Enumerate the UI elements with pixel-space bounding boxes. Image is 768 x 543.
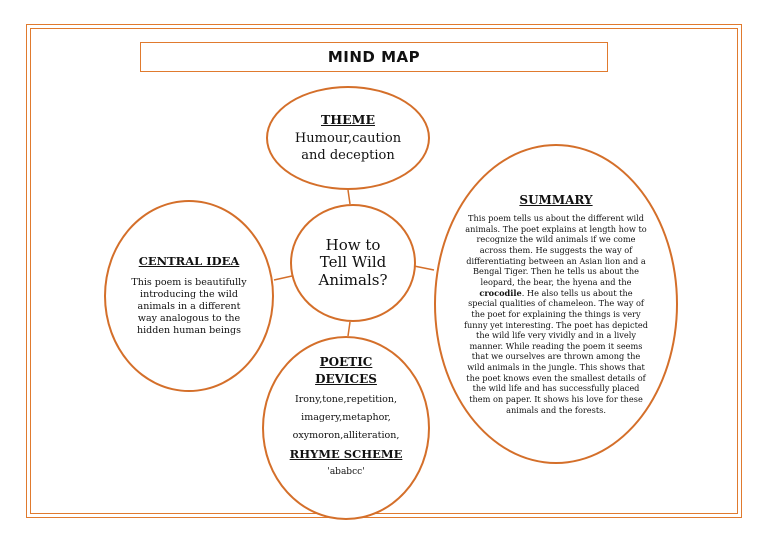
connector-central-idea — [274, 276, 292, 280]
central-idea-line: This poem is beautifully — [131, 277, 247, 289]
connector-poetic-devices — [348, 322, 350, 336]
theme-node — [266, 86, 430, 190]
central-idea-heading: CENTRAL IDEA — [138, 254, 240, 269]
rhyme-scheme-value: 'ababcc' — [327, 466, 365, 477]
center-line: How to — [325, 236, 381, 255]
center-node — [290, 204, 416, 322]
poetic-devices-line: oxymoron,alliteration, — [292, 429, 400, 441]
poetic-devices-text — [285, 391, 408, 445]
poetic-devices-heading: DEVICES — [315, 372, 377, 387]
center-topic — [309, 237, 398, 289]
theme-line: and deception — [301, 147, 395, 163]
connector-theme — [348, 190, 350, 204]
summary-node — [434, 144, 678, 464]
center-line: Tell Wild — [319, 253, 387, 272]
rhyme-scheme-heading: RHYME SCHEME — [289, 446, 403, 461]
summary-heading: SUMMARY — [519, 192, 593, 207]
central-idea-line: introducing the wild — [140, 289, 238, 301]
theme-line: Humour,caution — [294, 130, 402, 146]
theme-text — [283, 131, 413, 165]
central-idea-line: way analogous to the — [137, 312, 241, 324]
page-title: MIND MAP — [327, 48, 421, 66]
poetic-devices-line: imagery,metaphor, — [301, 411, 391, 423]
poetic-devices-heading: POETIC — [319, 355, 373, 369]
summary-text-part: . He also tells us about the special qualities of chameleon. The way of the poet for explaining the things is very funny yet interesting. The poet has depicted the wild life very vividly and in a lively manner. While reading the poem it seems that we ourselves are thrown among the wild animals in the jungle. This shows that the poet knows even the smallest details of the wild life and has successfully placed them on paper. It shows his love for these animals and the forests. — [464, 287, 649, 415]
poetic-devices-node — [262, 336, 430, 520]
connector-summary — [414, 266, 434, 270]
summary-text-bold: crocodile — [479, 287, 522, 298]
summary-text-part: This poem tells us about the different wild animals. The poet explains at length how to recognize the wild animals if we come across them. He suggests the way of differentiating between an Asian lion and a Bengal Tiger. Then he tells us about the leopard, the bear, the hyena and the — [465, 212, 647, 287]
summary-text — [436, 213, 676, 415]
center-line: Animals? — [318, 270, 388, 289]
theme-heading: THEME — [320, 111, 375, 127]
central-idea-line: animals in a different — [137, 300, 241, 312]
poetic-devices-line: Irony,tone,repetition, — [295, 393, 397, 405]
central-idea-line: hidden human beings — [137, 324, 241, 336]
central-idea-text — [117, 277, 260, 336]
central-idea-node — [104, 200, 274, 392]
